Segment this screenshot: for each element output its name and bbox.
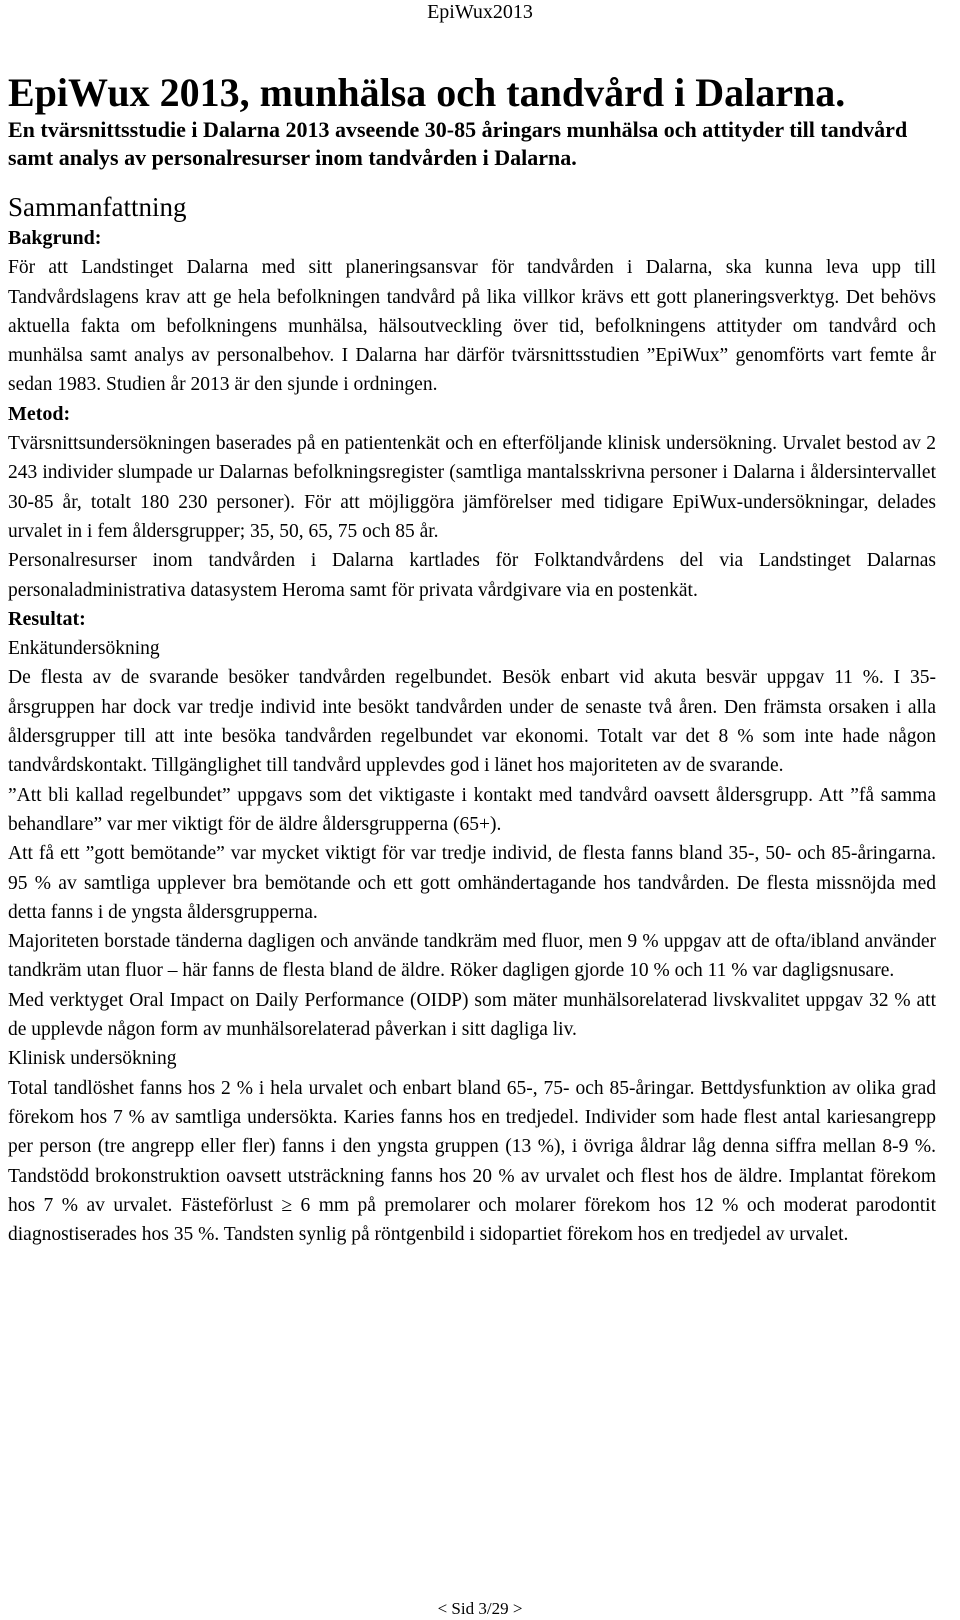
paragraph-enkat-5: Med verktyget Oral Impact on Daily Performance (OIDP) som mäter munhälsorelaterad livskvalitet uppgav 32 % att de upplevde någon form av munhälsorelaterad påverkan i sitt dagliga liv. bbox=[8, 989, 936, 1041]
paragraph-bakgrund: För att Landstinget Dalarna med sitt planeringsansvar för tandvården i Dalarna, ska kunna leva upp till Tandvårdslagens krav att ge hela befolkningen tandvård på lika villkor krävs ett gott planeringsverktyg. Det behövs aktuella fakta om befolkningens munhälsa, hälsoutveckling över tid, befolkningens attityder om tandvård och munhälsa samt analys av personalbehov. I Dalarna har därför tvärsnittsstudien ”EpiWux” genomförts vart femte år sedan 1983. Studien år 2013 är den sjunde i ordningen. bbox=[8, 257, 936, 396]
paragraph-enkat-3: Att få ett ”gott bemötande” var mycket viktigt för var tredje individ, de flesta fanns bland 35-, 50- och 85-åringarna. 95 % av samtliga upplever bra bemötande och ett gott omhändertagande hos tandvården. De flesta missnöjda med detta fanns i de yngsta åldersgrupperna. bbox=[8, 843, 936, 923]
page-indicator: < Sid 3/29 > bbox=[437, 1599, 523, 1618]
paragraph-klinisk: Total tandlöshet fanns hos 2 % i hela urvalet och enbart bland 65-, 75- och 85-åringar. Bettdysfunktion av olika grad förekom hos 7 % av samtliga undersökta. Karies fanns hos en tredjedel. Individer som hade flest antal kariesangrepp per person (tre angrepp eller fler) fanns i den yngsta gruppen (13 %), i övriga åldrar låg denna siffra mellan 8-9 %. Tandstödd brokonstruktion oavsett utsträckning fanns hos 20 % av urvalet och flest hos de äldre. Implantat förekom hos 7 % av urvalet. Fästeförlust ≥ 6 mm på premolarer och molarer förekom hos 12 % och moderat parodontit diagnostiserades hos 35 %. Tandsten synlig på röntgenbild i sidopartiet förekom hos en tredjedel av urvalet. bbox=[8, 1077, 936, 1246]
section-title-sammanfattning: Sammanfattning bbox=[8, 192, 187, 222]
heading-metod: Metod: bbox=[8, 402, 71, 425]
document-body bbox=[8, 72, 936, 1249]
paragraph-enkat-2: ”Att bli kallad regelbundet” uppgavs som det viktigaste i kontakt med tandvård oavsett åldersgrupp. Att ”få samma behandlare” var mer viktigt för de äldre åldersgrupperna (65+). bbox=[8, 784, 936, 835]
running-header: EpiWux2013 bbox=[427, 1, 533, 23]
heading-klinisk-undersokning: Klinisk undersökning bbox=[8, 1048, 177, 1070]
document-subtitle: En tvärsnittsstudie i Dalarna 2013 avseende 30-85 åringars munhälsa och attityder till tandvård samt analys av personalresurser inom tandvården i Dalarna. bbox=[8, 117, 908, 170]
paragraph-metod-2: Personalresurser inom tandvården i Dalarna kartlades för Folktandvårdens del via Landstinget Dalarnas personaladministrativa datasystem Heroma samt för privata vårdgivare via en postenkät. bbox=[8, 550, 936, 601]
heading-bakgrund: Bakgrund: bbox=[8, 227, 102, 249]
paragraph-enkat-4: Majoriteten borstade tänderna dagligen och använde tandkräm med fluor, men 9 % uppgav att de ofta/ibland använder tandkräm utan fluor – här fanns de flesta bland de äldre. Röker dagligen gjorde 10 % och 11 % var dagligsnusare. bbox=[8, 931, 936, 982]
heading-enkatundersokning: Enkätundersökning bbox=[8, 638, 160, 660]
paragraph-metod-1: Tvärsnittsundersökningen baserades på en patientenkät och en efterföljande klinisk undersökning. Urvalet bestod av 2 243 individer slumpade ur Dalarnas befolkningsregister (samtliga mantalsskrivna personer i Dalarna i åldersintervallet 30-85 år, totalt 180 230 personer). För att möjliggöra jämförelser med tidigare EpiWux-undersökningar, delades urvalet in i fem åldersgrupper; 35, 50, 65, 75 och 85 år. bbox=[8, 433, 936, 542]
heading-resultat: Resultat: bbox=[8, 607, 86, 630]
paragraph-enkat-1: De flesta av de svarande besöker tandvården regelbundet. Besök enbart vid akuta besvär uppgav 11 %. I 35-årsgruppen har dock var tredje individ inte besökt tandvården under de senaste två åren. Den främsta orsaken i alla åldersgrupper till att inte besöka tandvården regelbundet var ekonomi. Totalt var det 8 % som inte hade någon tandvårdskontakt. Tillgänglighet till tandvård upplevdes god i länet hos majoriteten av de svarande. bbox=[8, 667, 936, 777]
document-title: EpiWux 2013, munhälsa och tandvård i Dalarna. bbox=[8, 70, 846, 115]
